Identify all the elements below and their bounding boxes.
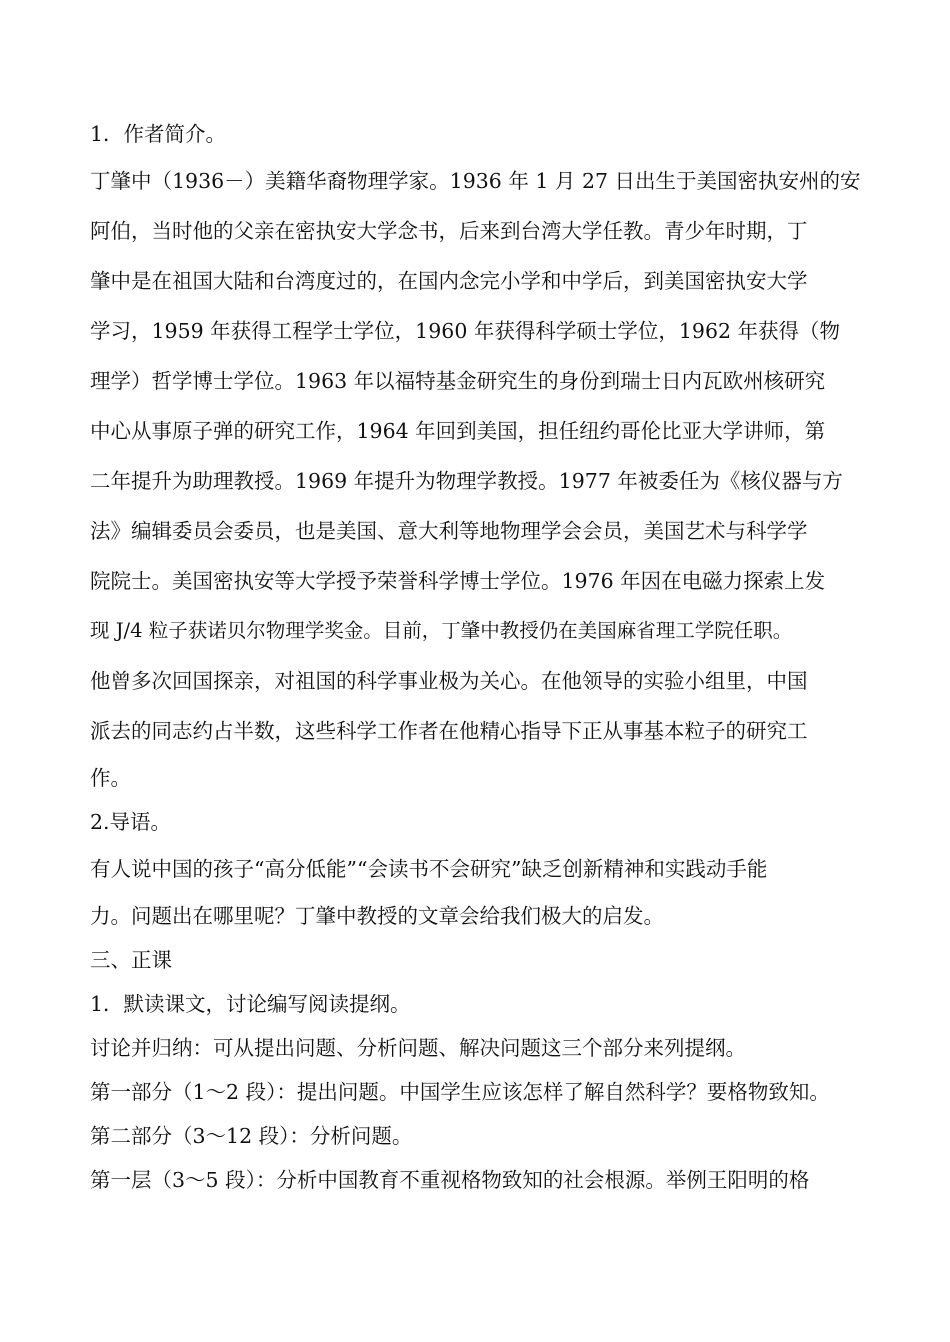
paragraph-line: 作。 bbox=[90, 766, 131, 790]
paragraph-line: 现 J/4 粒子获诺贝尔物理学奖金。目前，丁肇中教授仍在美国麻省理工学院任职。 bbox=[90, 619, 793, 642]
paragraph-line: 1．默读课文，讨论编写阅读提纲。 bbox=[90, 992, 411, 1016]
paragraph-line: 第一部分（1～2 段）：提出问题。中国学生应该怎样了解自然科学？要格物致知。 bbox=[90, 1080, 830, 1104]
heading-intro: 2.导语。 bbox=[90, 810, 172, 834]
paragraph-line: 院院士。美国密执安等大学授予荣誉科学博士学位。1976 年因在电磁力探索上发 bbox=[90, 569, 826, 593]
paragraph-line: 二年提升为助理教授。1969 年提升为物理学教授。1977 年被委任为《核仪器与方 bbox=[90, 469, 843, 493]
paragraph-line: 讨论并归纳：可从提出问题、分析问题、解决问题这三个部分来列提纲。 bbox=[90, 1036, 746, 1060]
paragraph-line: 中心从事原子弹的研究工作，1964 年回到美国，担任纽约哥伦比亚大学讲师，第 bbox=[90, 419, 826, 443]
paragraph-line: 理学）哲学博士学位。1963 年以福特基金研究生的身份到瑞士日内瓦欧州核研究 bbox=[90, 369, 826, 393]
document-body bbox=[90, 112, 880, 1202]
paragraph-line: 学习，1959 年获得工程学士学位，1960 年获得科学硕士学位，1962 年获得（物 bbox=[90, 319, 841, 343]
paragraph-line: 肇中是在祖国大陆和台湾度过的，在国内念完小学和中学后，到美国密执安大学 bbox=[90, 269, 808, 293]
heading-main-lesson: 三、正课 bbox=[90, 948, 172, 972]
paragraph-line: 有人说中国的孩子“高分低能”“会读书不会研究”缺乏创新精神和实践动手能 bbox=[90, 857, 768, 881]
paragraph-line: 第一层（3～5 段）：分析中国教育不重视格物致知的社会根源。举例王阳明的格 bbox=[90, 1168, 810, 1192]
paragraph-line: 派去的同志约占半数，这些科学工作者在他精心指导下正从事基本粒子的研究工 bbox=[90, 719, 808, 743]
paragraph-line: 丁肇中（1936－）美籍华裔物理学家。1936 年 1 月 27 日出生于美国密执安州的安 bbox=[90, 169, 861, 193]
paragraph-line: 他曾多次回国探亲，对祖国的科学事业极为关心。在他领导的实验小组里，中国 bbox=[90, 669, 808, 693]
paragraph-line: 法》编辑委员会委员，也是美国、意大利等地物理学会会员，美国艺术与科学学 bbox=[90, 519, 808, 543]
paragraph-line: 第二部分（3～12 段）：分析问题。 bbox=[90, 1124, 413, 1148]
heading-author-intro: 1．作者简介。 bbox=[90, 122, 227, 146]
paragraph-line: 阿伯，当时他的父亲在密执安大学念书，后来到台湾大学任教。青少年时期，丁 bbox=[90, 219, 808, 243]
paragraph-line: 力。问题出在哪里呢？丁肇中教授的文章会给我们极大的启发。 bbox=[90, 904, 664, 928]
